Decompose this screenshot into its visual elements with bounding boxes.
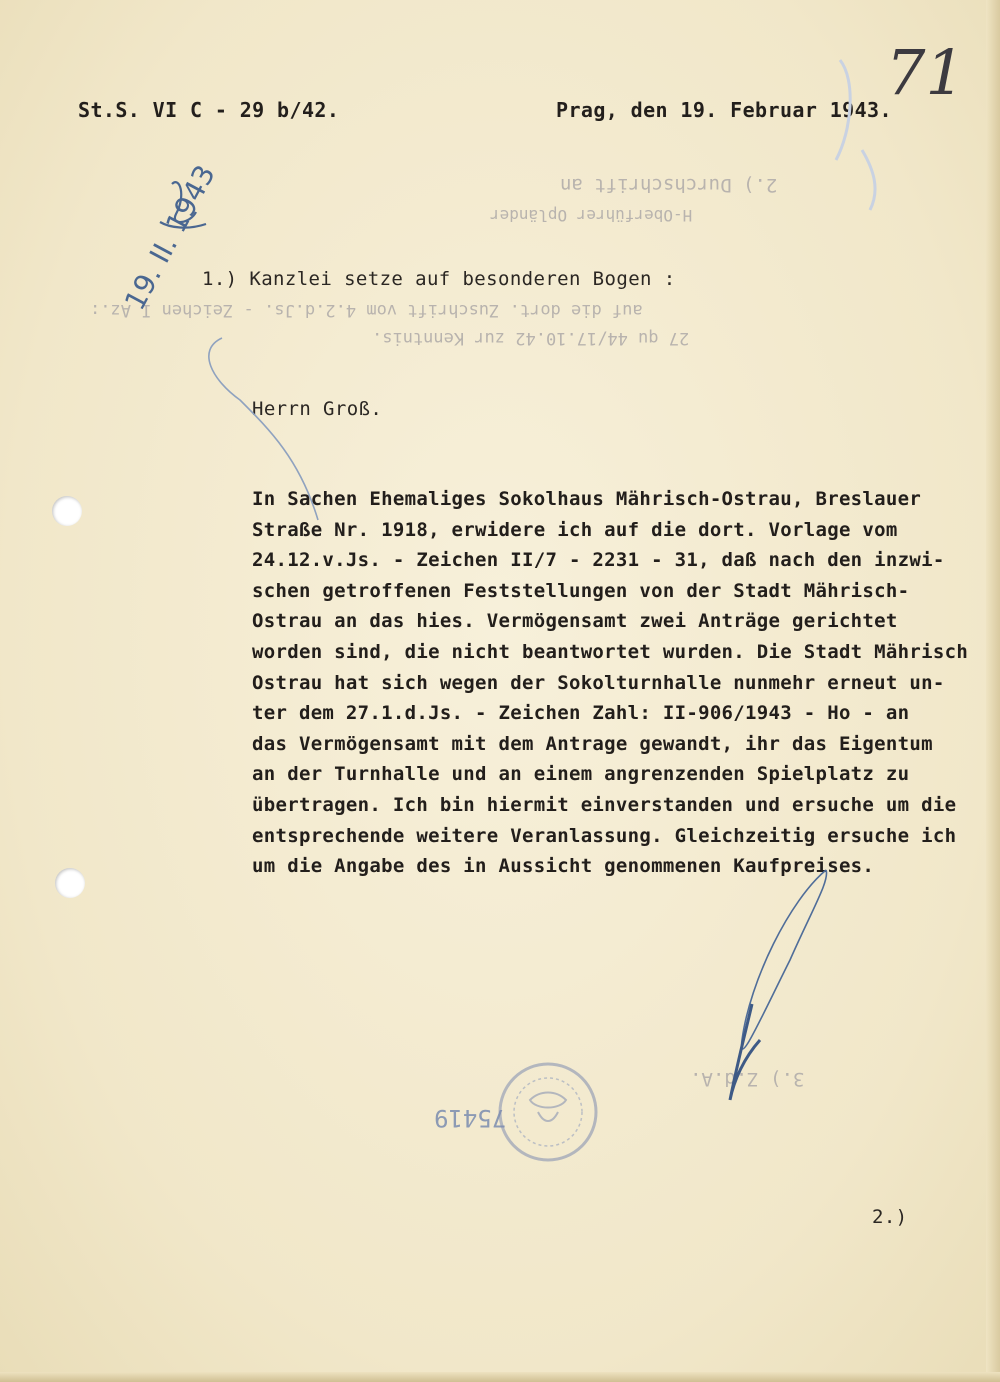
body-line: ter dem 27.1.d.Js. - Zeichen Zahl: II-906/1943 - Ho - an xyxy=(252,702,910,725)
next-page-marker: 2.) xyxy=(872,1206,908,1228)
body-line: das Vermögensamt mit dem Antrage gewandt, ihr das Eigentum xyxy=(252,732,933,755)
folio-number: 71 xyxy=(886,36,965,109)
bleed-through-line-2: H-Oberführer Opländer xyxy=(490,206,693,225)
place-and-date: Prag, den 19. Februar 1943. xyxy=(556,98,892,122)
body-line: In Sachen Ehemaliges Sokolhaus Mährisch-Ostrau, Breslauer xyxy=(252,488,922,510)
body-line: entsprechende weitere Veranlassung. Gleichzeitig ersuche ich xyxy=(252,824,957,847)
bleed-through-number: 75419 xyxy=(434,1104,507,1132)
official-seal-icon xyxy=(500,1064,596,1160)
body-line: Ostrau an das hies. Vermögensamt zwei Anträge gerichtet xyxy=(252,610,898,633)
signature-stroke xyxy=(730,1004,760,1100)
bleed-through-line-3: auf die dort. Zuschrift vom 4.2.d.Js. - Zeichen I Az.: xyxy=(90,300,643,320)
body-line: schen getroffenen Feststellungen von der Stadt Mährisch- xyxy=(252,579,910,602)
chancery-instruction: 1.) Kanzlei setze auf besonderen Bogen : xyxy=(202,268,676,290)
body-line: an der Turnhalle und an einem angrenzenden Spielplatz zu xyxy=(252,763,910,786)
body-line: Straße Nr. 1918, erwidere ich auf die dort. Vorlage vom xyxy=(252,518,898,541)
body-line: Ostrau hat sich wegen der Sokolturnhalle nunmehr erneut un- xyxy=(252,671,945,694)
body-line: um die Angabe des in Aussicht genommenen Kaufpreises. xyxy=(252,855,875,878)
pencil-arc-left xyxy=(209,338,318,520)
body-line: übertragen. Ich bin hiermit einverstanden und ersuche um die xyxy=(252,793,957,816)
bleed-through-line-1: 2.) Durchschrift an xyxy=(560,174,778,196)
file-reference: St.S. VI C - 29 b/42. xyxy=(78,98,340,122)
received-date-stamp: 19. II. 1943 xyxy=(118,159,222,316)
addressee: Herrn Groß. xyxy=(252,398,383,420)
signature-flourish xyxy=(742,870,827,1049)
faint-date-mark xyxy=(836,60,875,210)
initial-scribble-icon xyxy=(160,182,206,227)
bleed-through-line-4: 27 qu 44/17.10.42 zur Kenntnis. xyxy=(372,328,690,348)
body-line: 24.12.v.Js. - Zeichen II/7 - 2231 - 31, daß nach den inzwi- xyxy=(252,549,945,572)
body-line: worden sind, die nicht beantwortet wurden. Die Stadt Mährisch xyxy=(252,640,969,663)
bleed-through-line-5: 3.) Z.d.A. xyxy=(690,1068,805,1090)
